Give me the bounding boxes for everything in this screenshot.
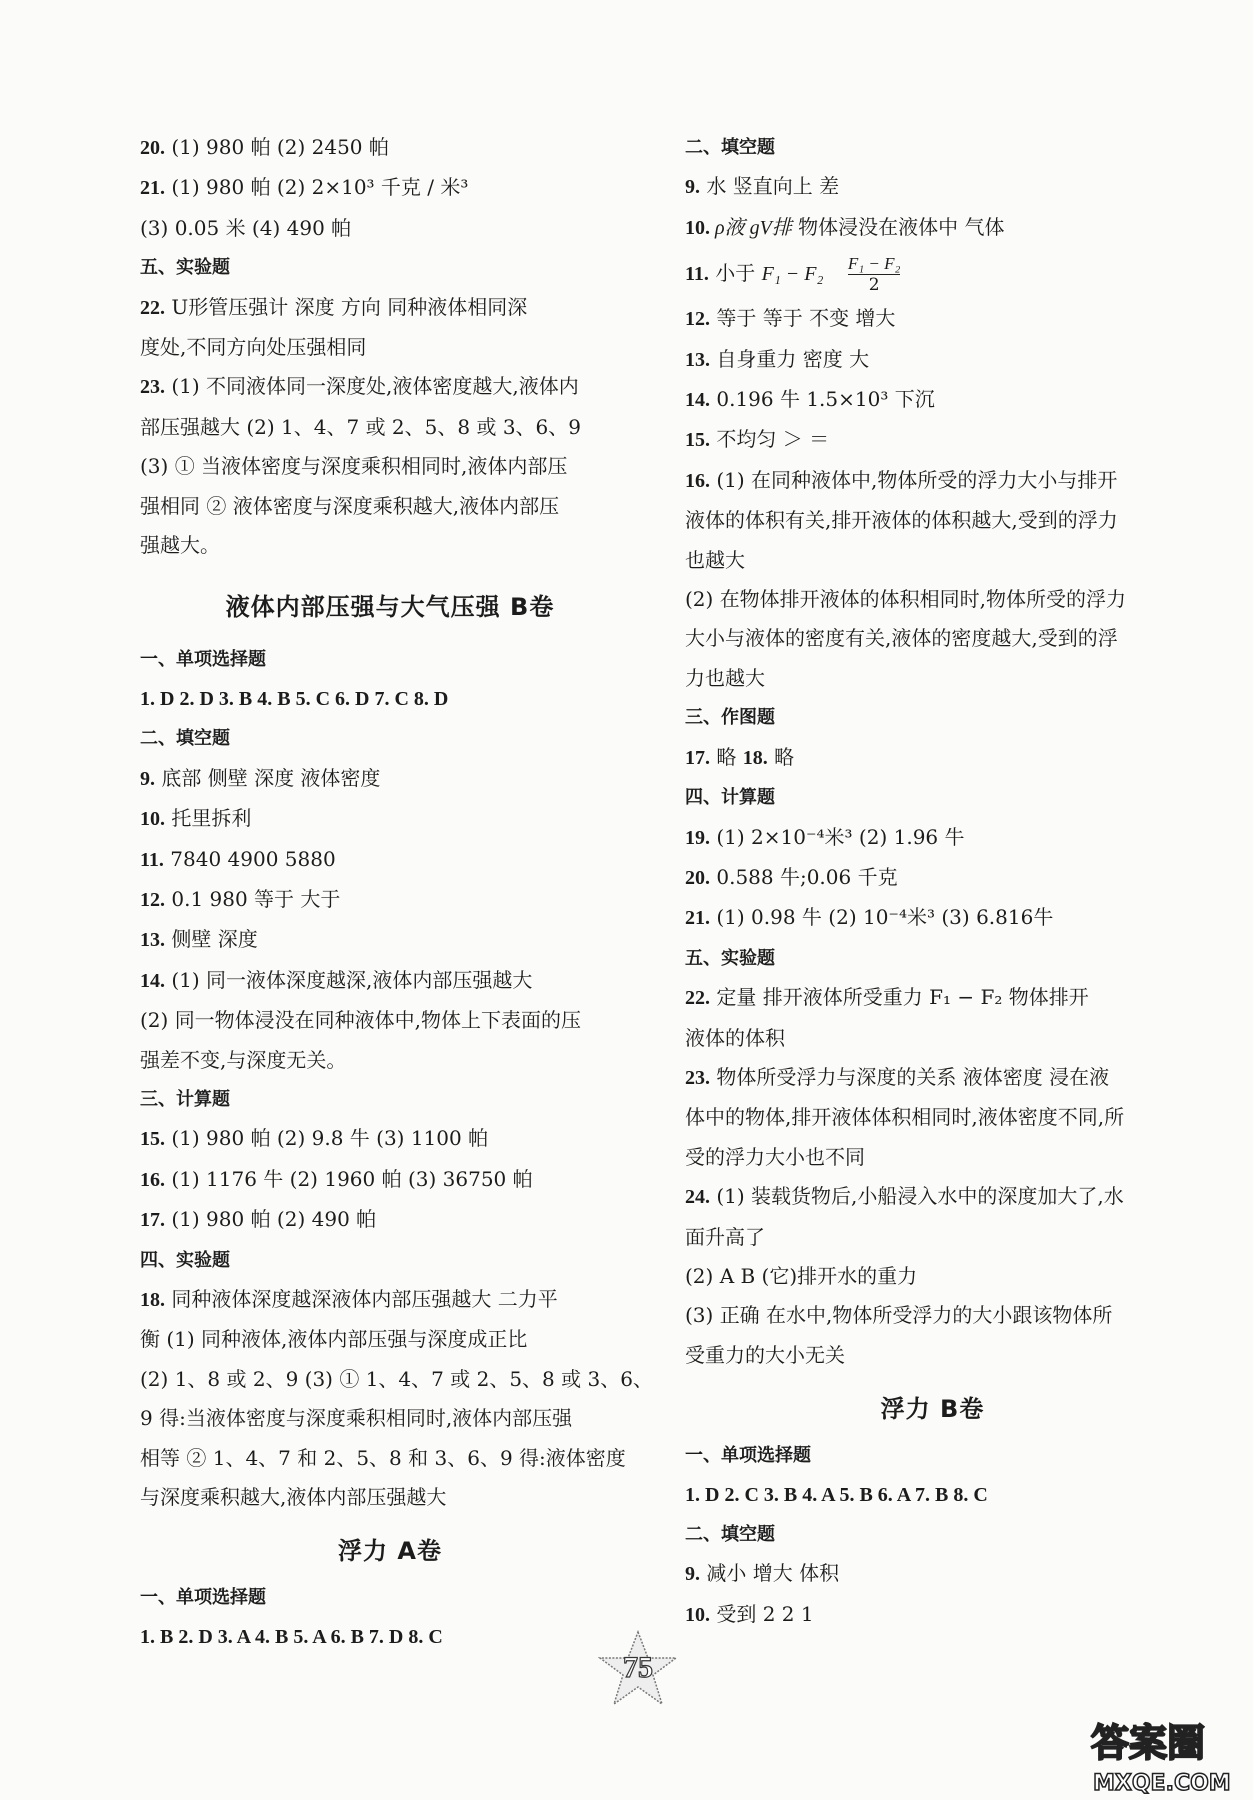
fraction-denominator: 2 xyxy=(868,275,880,296)
section-heading: 二、填空题 xyxy=(685,137,775,158)
answer-text: 与深度乘积越大,液体内部压强越大 xyxy=(140,1485,447,1509)
answer-line xyxy=(140,759,640,799)
answer-block xyxy=(140,1119,640,1240)
question-number: 14. xyxy=(140,969,165,992)
answer-line xyxy=(140,209,640,248)
answer-text: 0.1 980 等于 大于 xyxy=(165,886,341,911)
page-number: 75 xyxy=(623,1651,653,1684)
question-number: 19. xyxy=(685,826,710,849)
answer-text: 强差不变,与深度无关。 xyxy=(140,1047,347,1072)
answer-line xyxy=(140,447,640,486)
answer-text: 度处,不同方向处压强相同 xyxy=(140,335,367,360)
question-number: 22. xyxy=(140,296,165,319)
answer-text: U形管压强计 深度 方向 同种液体相同深 xyxy=(165,294,528,319)
answer-block xyxy=(140,759,640,1080)
watermark-text-top: 答案圈 xyxy=(1091,1721,1206,1765)
answer-text: 等于 等于 不变 增大 xyxy=(710,306,896,331)
question-number: 22. xyxy=(685,987,710,1010)
answer-text: 也越大 xyxy=(685,547,745,572)
answer-line xyxy=(685,541,1180,580)
question-number: 15. xyxy=(685,429,710,452)
answer-text: 底部 侧壁 深度 液体密度 xyxy=(155,765,381,790)
answer-text: 面升高了 xyxy=(685,1224,765,1249)
question-number: 12. xyxy=(685,308,710,331)
answer-line xyxy=(685,1098,1180,1137)
answer-text: 受重力的大小无关 xyxy=(685,1342,845,1367)
answer-text: 液体的体积有关,排开液体的体积越大,受到的浮力 xyxy=(685,508,1118,533)
right-column xyxy=(685,128,1180,1635)
question-number: 16. xyxy=(685,469,710,492)
answer-text: (1) 装载货物后,小船浸入水中的深度加大了,水 xyxy=(710,1184,1124,1209)
question-number: 17. xyxy=(685,746,710,769)
section-heading: 二、填空题 xyxy=(140,728,230,750)
answer-line xyxy=(140,328,640,367)
question-number: 24. xyxy=(685,1186,710,1209)
answer-line xyxy=(685,619,1180,658)
answer-text: 物体所受浮力与深度的关系 液体密度 浸在液 xyxy=(710,1064,1110,1089)
answer-line xyxy=(140,408,640,447)
fraction-numerator: F₁ − F₂ xyxy=(847,254,901,274)
answer-line xyxy=(140,128,640,168)
answer-text: 同种液体深度越深液体内部压强越大 二力平 xyxy=(165,1286,558,1311)
answer-text: 强越大。 xyxy=(140,533,220,558)
answer-line xyxy=(140,1280,640,1320)
answer-line xyxy=(685,1218,1180,1257)
answer-block xyxy=(685,818,1180,939)
answer-line xyxy=(140,1119,640,1159)
answer-text: (3) 正确 在水中,物体所受浮力的大小跟该物体所 xyxy=(685,1303,1113,1328)
answer-text: 强相同 ② 液体密度与深度乘积越大,液体内部压 xyxy=(140,493,560,518)
answer-line xyxy=(140,1001,640,1040)
answer-line xyxy=(685,1336,1180,1375)
answer-line xyxy=(140,526,640,565)
answer-text: (1) 2×10⁻⁴米³ (2) 1.96 牛 xyxy=(710,824,965,849)
question-number: 15. xyxy=(140,1128,165,1151)
question-number: 18. xyxy=(140,1288,165,1311)
answer-line xyxy=(685,1554,1180,1594)
question-number: 9. xyxy=(685,176,700,199)
answer-text: 0.196 牛 1.5×10³ 下沉 xyxy=(710,387,935,412)
answer-line xyxy=(685,461,1180,501)
question-number: 13. xyxy=(685,348,710,371)
answer-text: 力也越大 xyxy=(685,665,765,690)
answer-text: (1) 0.98 牛 (2) 10⁻⁴米³ (3) 6.816牛 xyxy=(710,905,1054,930)
answer-line xyxy=(685,1138,1180,1177)
formula: ρ液 gV排 xyxy=(710,216,792,239)
question-number: 21. xyxy=(140,177,165,200)
answer-text: 物体浸没在液体中 气体 xyxy=(791,214,1005,239)
section-heading: 三、作图题 xyxy=(685,707,775,729)
question-number: 9. xyxy=(685,1563,700,1586)
answer-block xyxy=(685,1554,1180,1635)
question-number: 21. xyxy=(685,907,710,930)
answer-line xyxy=(140,1320,640,1359)
section-heading: 五、实验题 xyxy=(140,257,230,279)
answer-line xyxy=(685,420,1180,460)
question-number: 13. xyxy=(140,929,165,952)
answer-line xyxy=(140,961,640,1001)
answer-text: (3) 0.05 米 (4) 490 帕 xyxy=(140,215,352,240)
answer-line xyxy=(685,738,1180,778)
question-number: 18. xyxy=(742,746,768,769)
answer-line xyxy=(140,1478,640,1517)
answer-line xyxy=(140,840,640,880)
answer-text: 减小 增大 体积 xyxy=(700,1561,840,1586)
answer-line xyxy=(140,1041,640,1080)
question-number: 11. xyxy=(685,263,709,286)
answer-line xyxy=(685,1257,1180,1296)
choice-answers: 1. D 2. D 3. B 4. B 5. C 6. D 7. C 8. D xyxy=(140,687,449,710)
answer-block xyxy=(685,978,1180,1375)
question-number: 20. xyxy=(140,137,165,159)
answer-text: 受的浮力大小也不同 xyxy=(685,1144,865,1169)
watermark-logo xyxy=(1085,1710,1250,1796)
fraction xyxy=(848,254,901,295)
section-heading: 三、计算题 xyxy=(140,1088,230,1110)
answer-text: (1) 980 帕 (2) 490 帕 xyxy=(165,1207,377,1232)
answer-text: 小于 xyxy=(708,261,762,286)
answer-line xyxy=(140,799,640,839)
answer-line xyxy=(140,367,640,407)
answer-text: 大小与液体的密度有关,液体的密度越大,受到的浮 xyxy=(685,626,1118,651)
answer-text: 不均匀 ＞ ＝ xyxy=(710,427,830,452)
answer-line xyxy=(685,340,1180,380)
answer-text: (1) 1176 牛 (2) 1960 帕 (3) 36750 帕 xyxy=(165,1166,533,1191)
answer-line xyxy=(685,818,1180,858)
answer-line xyxy=(685,501,1180,540)
answer-text: 液体的体积 xyxy=(685,1025,785,1050)
answer-text: 定量 排开液体所受重力 F₁ − F₂ 物体排开 xyxy=(710,985,1089,1010)
answer-line xyxy=(140,880,640,920)
answer-line xyxy=(685,167,1180,207)
answer-text: 体中的物体,排开液体体积相同时,液体密度不同,所 xyxy=(685,1105,1125,1130)
answer-text: (2) 在物体排开液体的体积相同时,物体所受的浮力 xyxy=(685,587,1127,612)
answer-text: 衡 (1) 同种液体,液体内部压强与深度成正比 xyxy=(140,1327,528,1352)
section-title: 浮力 B卷 xyxy=(880,1395,985,1424)
answer-text: (1) 980 帕 (2) 9.8 牛 (3) 1100 帕 xyxy=(165,1126,489,1151)
answer-line xyxy=(685,978,1180,1018)
answer-text: 侧壁 深度 xyxy=(165,927,258,952)
formula: F₁ − F₂ xyxy=(761,263,824,286)
answer-line xyxy=(140,487,640,526)
answer-text: 0.588 牛;0.06 千克 xyxy=(710,864,898,889)
answer-text: 9 得:当液体密度与深度乘积相同时,液体内部压强 xyxy=(140,1406,573,1431)
answer-line xyxy=(685,580,1180,619)
left-column xyxy=(140,128,653,1657)
question-number: 16. xyxy=(140,1168,165,1191)
answer-text: 受到 2 2 1 xyxy=(710,1601,814,1626)
answer-line xyxy=(685,1177,1180,1217)
question-number: 10. xyxy=(685,216,710,239)
answer-block xyxy=(685,299,1180,698)
answer-text: (3) ① 当液体密度与深度乘积相同时,液体内部压 xyxy=(140,454,568,479)
answer-line xyxy=(140,168,640,208)
question-number: 11. xyxy=(140,848,164,871)
question-number: 17. xyxy=(140,1209,165,1232)
section-heading: 一、单项选择题 xyxy=(685,1445,811,1467)
answer-line xyxy=(140,920,640,960)
answer-text: (1) 980 帕 (2) 2×10³ 千克 / 米³ xyxy=(165,175,469,200)
answer-text: 自身重力 密度 大 xyxy=(710,346,870,371)
question-number: 23. xyxy=(685,1066,710,1089)
answer-line xyxy=(140,288,640,328)
answer-line xyxy=(685,208,1180,248)
section-heading: 四、计算题 xyxy=(685,787,775,809)
answer-text: (2) A B (它)排开水的重力 xyxy=(685,1263,918,1288)
answer-text: 部压强越大 (2) 1、4、7 或 2、5、8 或 3、6、9 xyxy=(140,414,581,439)
answer-text: 托里拆利 xyxy=(165,806,252,831)
question-number: 10. xyxy=(685,1603,710,1626)
choice-answers: 1. D 2. C 3. B 4. A 5. B 6. A 7. B 8. C xyxy=(685,1483,988,1506)
question-number: 14. xyxy=(685,389,710,412)
answer-line xyxy=(685,1595,1180,1635)
answer-text: 略 xyxy=(767,744,795,769)
answer-line xyxy=(685,1019,1180,1058)
answer-text: (1) 980 帕 (2) 2450 帕 xyxy=(165,135,389,159)
answer-text: 7840 4900 5880 xyxy=(163,846,336,871)
answer-text: (1) 同一液体深度越深,液体内部压强越大 xyxy=(165,967,533,992)
section-heading: 四、实验题 xyxy=(140,1249,230,1271)
answer-text: 略 xyxy=(710,744,743,769)
answer-text: 水 竖直向上 差 xyxy=(700,174,840,199)
answer-line xyxy=(140,1360,653,1399)
section-heading: 一、单项选择题 xyxy=(140,649,266,671)
answer-line xyxy=(140,1439,640,1478)
section-heading: 一、单项选择题 xyxy=(140,1587,266,1609)
answer-line xyxy=(685,1058,1180,1098)
answer-line xyxy=(140,1200,640,1240)
answer-text: (1) 不同液体同一深度处,液体密度越大,液体内 xyxy=(165,374,579,399)
answer-text: (2) 同一物体浸没在同种液体中,物体上下表面的压 xyxy=(140,1008,582,1033)
section-heading: 二、填空题 xyxy=(685,1524,775,1545)
question-number: 20. xyxy=(685,866,710,889)
answer-line xyxy=(685,299,1180,339)
question-number: 9. xyxy=(140,767,155,790)
answer-text: (2) 1、8 或 2、9 (3) ① 1、4、7 或 2、5、8 或 3、6、 xyxy=(140,1366,653,1391)
answer-text: (1) 在同种液体中,物体所受的浮力大小与排开 xyxy=(710,467,1118,492)
answer-line xyxy=(140,1160,640,1200)
answer-block xyxy=(140,1280,653,1517)
answer-line xyxy=(685,659,1180,698)
answer-line xyxy=(685,1296,1180,1335)
choice-answers: 1. B 2. D 3. A 4. B 5. A 6. B 7. D 8. C xyxy=(140,1625,443,1648)
answer-block xyxy=(140,128,640,248)
answer-line xyxy=(685,898,1180,938)
answer-line xyxy=(140,1399,640,1438)
question-number: 23. xyxy=(140,376,165,399)
question-number: 12. xyxy=(140,888,165,911)
section-title: 浮力 A卷 xyxy=(338,1537,442,1566)
answer-block xyxy=(140,288,640,566)
question-number: 10. xyxy=(140,808,165,831)
section-title: 液体内部压强与大气压强 B卷 xyxy=(225,593,555,622)
section-heading: 五、实验题 xyxy=(685,947,775,969)
answer-line xyxy=(685,858,1180,898)
answer-line xyxy=(685,380,1180,420)
answer-line xyxy=(685,248,1180,299)
watermark-text-bottom: MXQE.COM xyxy=(1093,1771,1231,1796)
answer-text: 相等 ② 1、4、7 和 2、5、8 和 3、6、9 得:液体密度 xyxy=(140,1445,626,1470)
